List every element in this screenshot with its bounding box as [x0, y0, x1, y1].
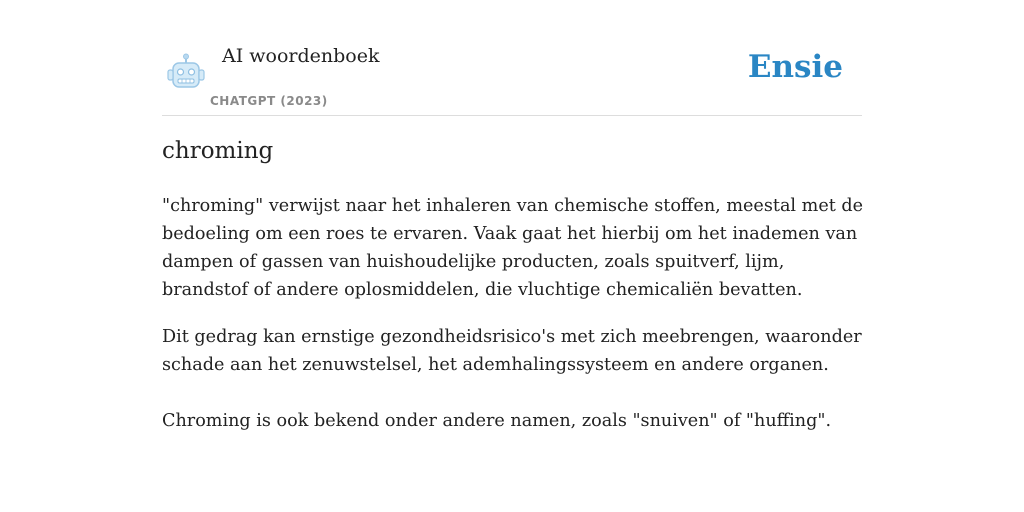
source-label: CHATGPT (2023) [210, 94, 328, 108]
definition-paragraph-1: "chroming" verwijst naar het inhaleren van chemische stoffen, meestal met de bedoeling om een roes te ervaren. Vaak gaat het hierbij om het inademen van dampen of gassen van huishoudelijke producten, zoals spuitverf, lijm, brandstof of andere oplosmiddelen, die vluchtige chemicaliën bevatten. [162, 196, 864, 300]
definition-paragraph-3: Chroming is ook bekend onder andere namen, zoals "snuiven" of "huffing". [162, 411, 832, 431]
brand-logo[interactable]: Ensie [747, 49, 843, 85]
entry-term: chroming [162, 138, 274, 164]
robot-icon [166, 52, 206, 90]
header [162, 40, 862, 116]
site-title[interactable]: AI woordenboek [222, 45, 380, 67]
definition-paragraph-2: Dit gedrag kan ernstige gezondheidsrisico's met zich meebrengen, waaronder schade aan het zenuwstelsel, het ademhalingssysteem en andere organen. [162, 327, 862, 375]
